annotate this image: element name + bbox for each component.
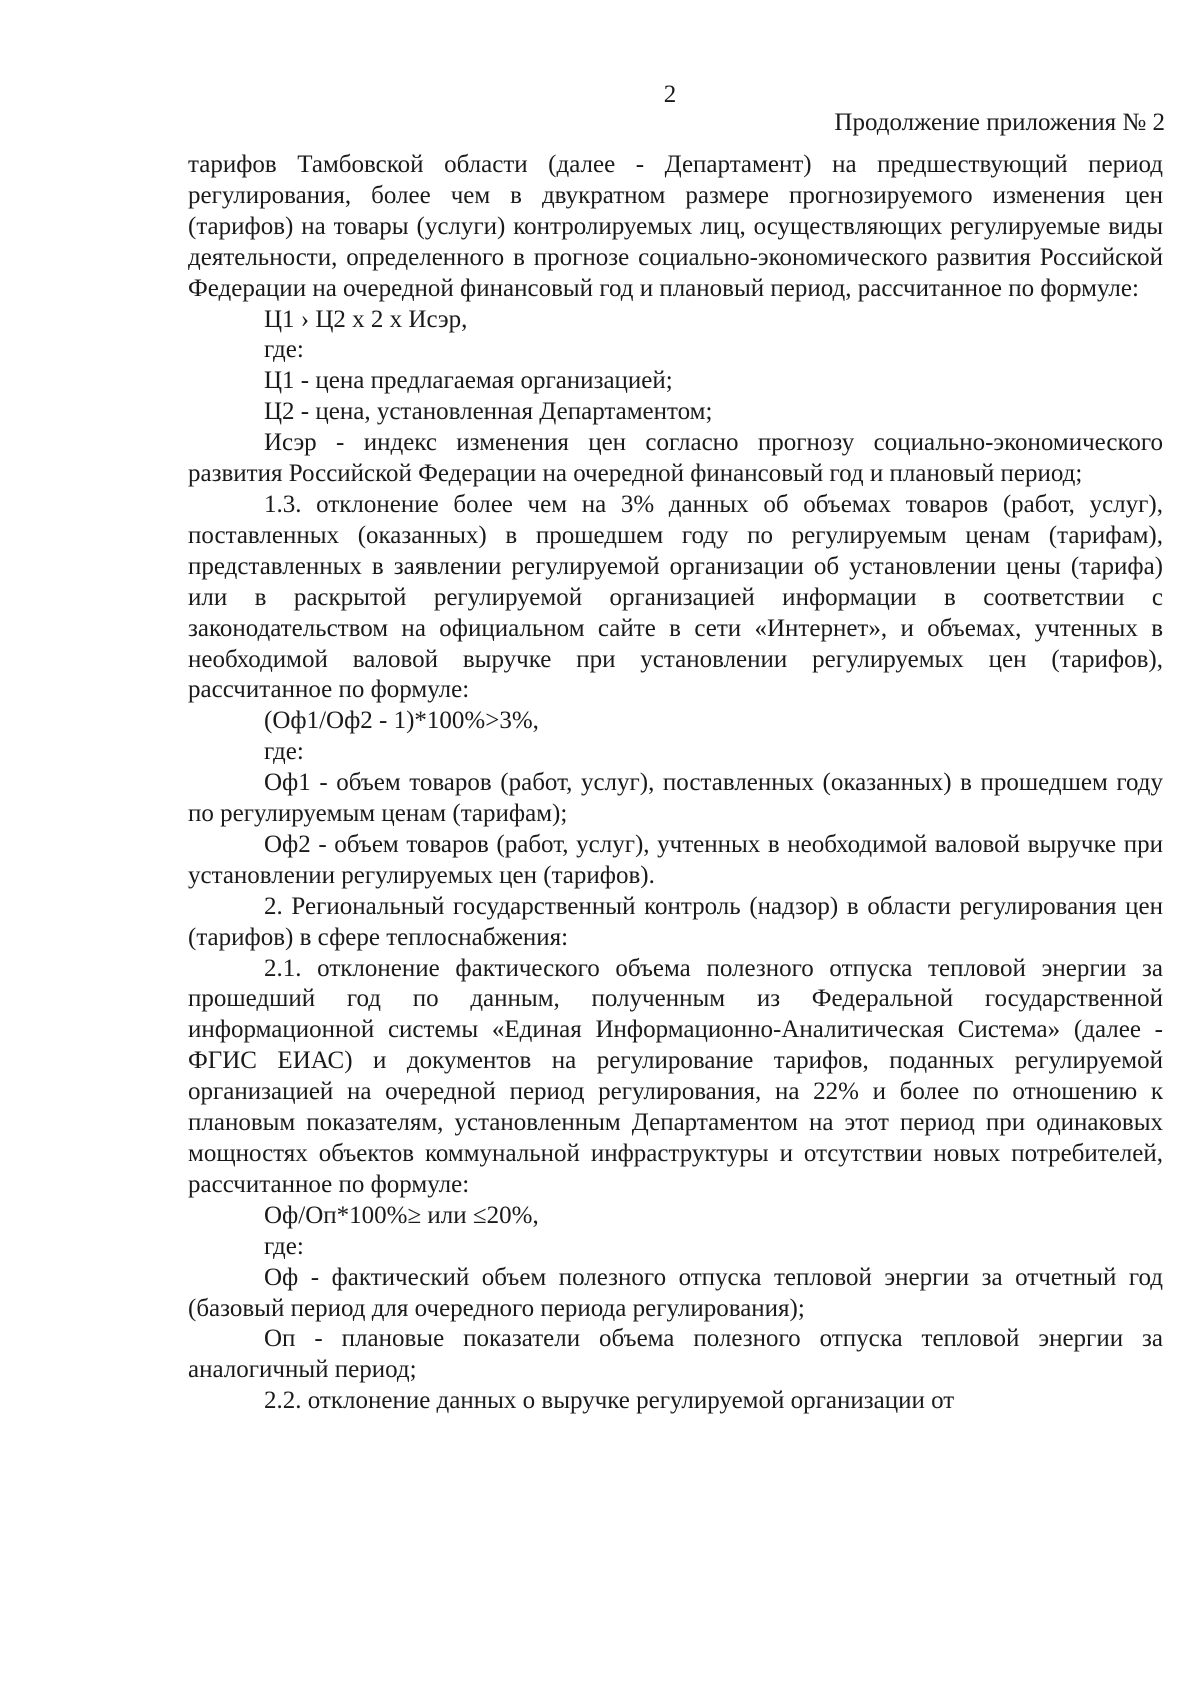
definition-of: Оф - фактический объем полезного отпуска тепловой энергии за отчетный год (базовый период для очередного периода регулирования); <box>188 1263 1163 1322</box>
formula-heat: Оф/Оп*100%≥ или ≤20%, <box>264 1201 539 1229</box>
definition-of2: Оф2 - объем товаров (работ, услуг), учтенных в необходимой валовой выручке при установлении регулируемых цен (тарифов). <box>188 830 1163 889</box>
definition-of1: Оф1 - объем товаров (работ, услуг), поставленных (оказанных) в прошедшем году по регулируемым ценам (тарифам); <box>188 769 1163 828</box>
definition-op: Оп - плановые показатели объема полезного отпуска тепловой энергии за аналогичный период; <box>188 1325 1163 1384</box>
paragraph-where: где: <box>264 336 304 364</box>
paragraph-2-2: 2.2. отклонение данных о выручке регулируемой организации от <box>264 1387 955 1415</box>
paragraph-where: где: <box>264 1232 304 1260</box>
document-body <box>188 150 1163 1417</box>
formula-price: Ц1 › Ц2 х 2 х Исэр, <box>264 305 468 333</box>
page-number: 2 <box>663 81 677 108</box>
paragraph-2-1: 2.1. отклонение фактического объема полезного отпуска тепловой энергии за прошедший год по данным, полученным из Федеральной государственной информационной системы «Единая Информационно-Аналитическая Система» (далее - ФГИС ЕИАС) и документов на регулирование тарифов, поданных регулируемой организацией на очередной период регулирования, на 22% и более по отношению к плановым показателям, установленным Департаментом на этот период при одинаковых мощностях объектов коммунальной инфраструктуры и отсутствии новых потребителей, рассчитанное по формуле: <box>188 954 1163 1198</box>
paragraph-tariffs-intro: тарифов Тамбовской области (далее - Департамент) на предшествующий период регулирования, более чем в двукратном размере прогнозируемого изменения цен (тарифов) на товары (услуги) контролируемых лиц, осуществляющих регулируемые виды деятельности, определенного в прогнозе социально-экономического развития Российской Федерации на очередной финансовый год и плановый период, рассчитанное по формуле: <box>188 151 1163 302</box>
paragraph-where: где: <box>264 738 304 766</box>
paragraph-2: 2. Региональный государственный контроль (надзор) в области регулирования цен (тарифов) в сфере теплоснабжения: <box>188 892 1163 951</box>
appendix-continuation-label: Продолжение приложения № 2 <box>834 109 1165 136</box>
paragraph-1-3: 1.3. отклонение более чем на 3% данных об объемах товаров (работ, услуг), поставленных (оказанных) в прошедшем году по регулируемым ценам (тарифам), представленных в заявлении регулируемой организации об установлении цены (тарифа) или в раскрытой регулируемой организацией информации в соответствии с законодательством на официальном сайте в сети «Интернет», и объемах, учтенных в необходимой валовой выручке при установлении регулируемых цен (тарифов), рассчитанное по формуле: <box>188 490 1163 704</box>
definition-c2: Ц2 - цена, установленная Департаментом; <box>264 398 713 426</box>
formula-volume: (Оф1/Оф2 - 1)*100%>3%, <box>264 707 539 735</box>
definition-iser: Исэр - индекс изменения цен согласно прогнозу социально-экономического развития Российской Федерации на очередной финансовый год и плановый период; <box>188 429 1163 488</box>
definition-c1: Ц1 - цена предлагаемая организацией; <box>264 367 673 395</box>
